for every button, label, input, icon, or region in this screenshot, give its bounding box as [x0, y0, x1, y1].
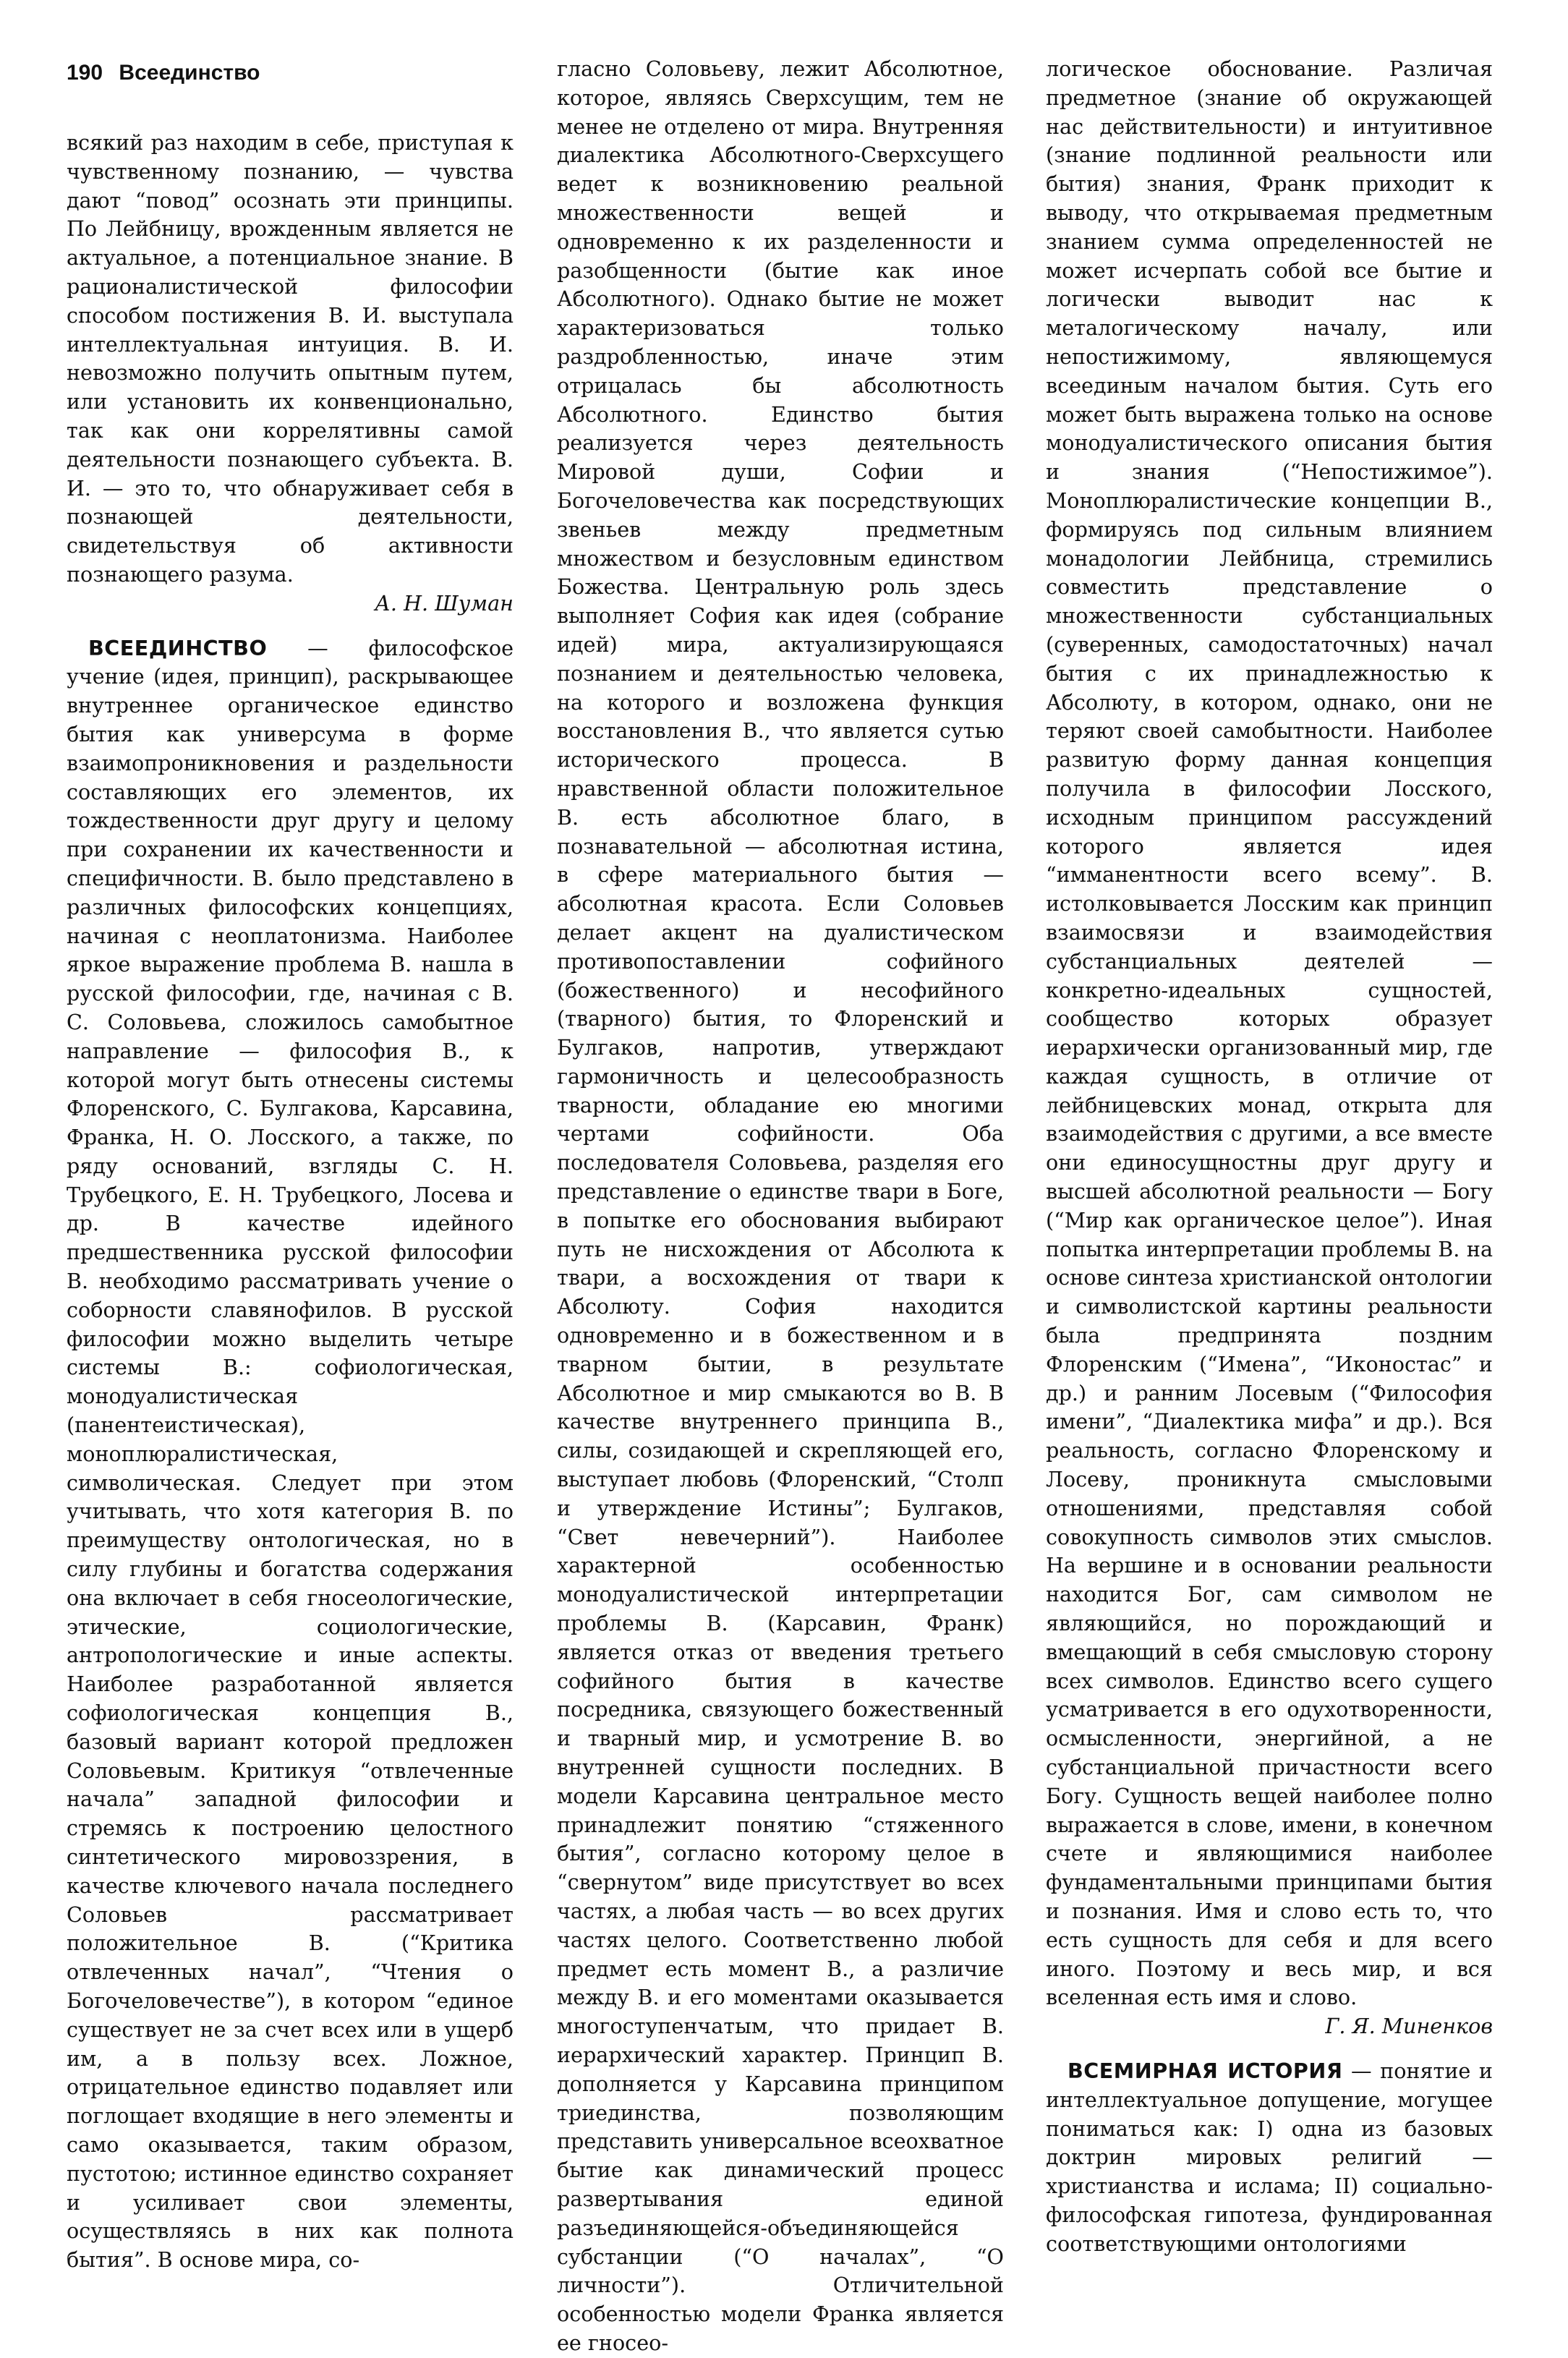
- column-1: [67, 129, 514, 2273]
- entry-text: — понятие и интеллектуальное допущение, могущее пониматься как: I) одна из базовых доктрин мировых религий — христианства и ислама; II) социально-философская гипотеза, фундированная соответствующими онтологиями: [1046, 2058, 1493, 2256]
- author-signature: А. Н. Шуман: [375, 590, 514, 616]
- entry-term: ВСЕЕДИНСТВО: [88, 635, 268, 660]
- entry-term: ВСЕМИРНАЯ ИСТОРИЯ: [1068, 2058, 1343, 2083]
- page-header: [67, 61, 260, 85]
- paragraph: гласно Соловьеву, лежит Абсолютное, которое, являясь Сверхсущим, тем не менее не отделено от мира. Внутренняя диалектика Абсолютного-Сверхсущего ведет к возникновению реальной множественности вещей и одновременно к их разделенности и разобщенности (бытие как иное Абсолютного). Однако бытие не может характеризоваться только раздробленностью, иначе этим отрицалась бы абсолютность Абсолютного. Единство бытия реализуется через деятельность Мировой души, Софии и Богочеловечества как посредствующих звеньев между предметным множеством и безусловным единством Божества. Центральную роль здесь выполняет София как идея (собрание идей) мира, актуализирующаяся познанием и деятельностью человека, на которого и возложена функция восстановления В., что является сутью исторического процесса. В нравственной области положительное В. есть абсолютное благо, в познавательной — абсолютная истина, в сфере материального бытия — абсолютная красота. Если Соловьев делает акцент на дуалистическом противопоставлении софийного (божественного) и несофийного (тварного) бытия, то Флоренский и Булгаков, напротив, утверждают гармоничность и целесообразность тварности, обладание ею многими чертами софийности. Оба последователя Соловьева, разделяя его представление о единстве твари в Боге, в попытке его обоснования выбирают путь не нисхождения от Абсолюта к твари, а восхождения от твари к Абсолюту. София находится одновременно и в божественном и в тварном бытии, в результате Абсолютное и мир смыкаются во В. В качестве внутреннего принципа В., силы, созидающей и скрепляющей его, выступает любовь (Флоренский, “Столп и утверждение Истины”; Булгаков, “Свет невечерний”). Наиболее характерной особенностью монодуалистической интерпретации проблемы В. (Карсавин, Франк) является отказ от введения третьего софийного бытия в качестве посредника, связующего божественный и тварный мир, и усмотрение В. во внутренней сущности последних. В модели Карсавина центральное место принадлежит понятию “стяженного бытия”, согласно которому целое в “свернутом” виде присутствует во всех частях, а любая часть — во всех других частях целого. Соответственно любой предмет есть момент В., а различие между В. и его моментами оказывается многоступенчатым, что придает В. иерархический характер. Принцип В. дополняется у Карсавина принципом триединства, позволяющим представить универсальное всеохватное бытие как динамический процесс развертывания единой разъединяющейся-объединяющейся субстанции (“О началах”, “О личности”). Отличительной особенностью модели Франка является ее гносео-: [557, 56, 1004, 2355]
- page-number: 190: [67, 61, 103, 85]
- paragraph: всякий раз находим в себе, приступая к чувственному познанию, — чувства дают “повод” осознать эти принципы. По Лейбницу, врожденным является не актуальное, а потенциальное знание. В рационалистической философии способом постижения В. И. выступала интеллектуальная интуиция. В. И. невозможно получить опытным путем, или установить их конвенционально, так как они коррелятивны самой деятельности познающего субъекта. В. И. — это то, что обнаруживает себя в познающей деятельности, свидетельствуя об активности познающего разума.: [67, 130, 514, 587]
- entry-text: — философское учение (идея, принцип), раскрывающее внутреннее органическое единство бытия как универсума в форме взаимопроникновения и раздельности составляющих его элементов, их тождественности друг другу и целому при сохранении их качественности и специфичности. В. было представлено в различных философских концепциях, начиная с неоплатонизма. Наиболее яркое выражение проблема В. нашла в русской философии, где, начиная с В. С. Соловьева, сложилось самобытное направление — философия В., к которой могут быть отнесены системы Флоренского, С. Булгакова, Карсавина, Франка, Н. О. Лосского, а также, по ряду оснований, взгляды С. Н. Трубецкого, Е. Н. Трубецкого, Лосева и др. В качестве идейного предшественника русской философии В. необходимо рассматривать учение о соборности славянофилов. В русской философии можно выделить четыре системы В.: софиологическая, монодуалистическая (панентеистическая), моноплюралистическая, символическая. Следует при этом учитывать, что хотя категория В. по преимуществу онтологическая, но в силу глубины и богатства содержания она включает в себя гносеологические, этические, социологические, антропологические и иные аспекты. Наиболее разработанной является софиологическая концепция В., базовый вариант которой предложен Соловьевым. Критикуя “отвлеченные начала” западной философии и стремясь к построению целостного синтетического мировоззрения, в качестве ключевого начала последнего Соловьев рассматривает положительное В. (“Критика отвлеченных начал”, “Чтения о Богочеловечестве”), в котором “единое существует не за счет всех или в ущерб им, а в пользу всех. Ложное, отрицательное единство подавляет или поглощает входящие в него элементы и само оказывается, таким образом, пустотою; истинное единство сохраняет и усиливает свои элементы, осуществляясь в них как полнота бытия”. В основе мира, со-: [67, 635, 514, 2273]
- paragraph: логическое обоснование. Различая предметное (знание об окружающей нас действительности) и интуитивное (знание подлинной реальности или бытия) знания, Франк приходит к выводу, что открываемая предметным знанием сумма определенностей не может исчерпать собой все бытие и логически выводит нас к металогическому началу, или непостижимому, являющемуся всеединым началом бытия. Суть его может быть выражена только на основе монодуалистического описания бытия и знания (“Непостижимое”). Моноплюралистические концепции В., формируясь под сильным влиянием монадологии Лейбница, стремились совместить представление о множественности субстанциальных (суверенных, самодостаточных) начал бытия с их принадлежностью к Абсолюту, в котором, однако, они не теряют своей самобытности. Наиболее развитую форму данная концепция получила в философии Лосского, исходным принципом рассуждений которого является идея “имманентности всего всему”. В. истолковывается Лосским как принцип взаимосвязи и взаимодействия субстанциальных деятелей — конкретно-идеальных сущностей, сообщество которых образует иерархически организованный мир, где каждая сущность, в отличие от лейбницевских монад, открыта для взаимодействия с другими, а все вместе они единосущностны друг другу и высшей абсолютной реальности — Богу (“Мир как органическое целое”). Иная попытка интерпретации проблемы В. на основе синтеза христианской онтологии и символистской картины реальности была предпринята поздним Флоренским (“Имена”, “Иконостас” и др.) и ранним Лосевым (“Философия имени”, “Диалектика мифа” и др.). Вся реальность, согласно Флоренскому и Лосеву, проникнута смысловыми отношениями, представляя собой совокупность символов этих смыслов. На вершине и в основании реальности находится Бог, сам символом не являющийся, но порождающий и вмещающий в себя смысловую сторону всех символов. Единство всего сущего усматривается в его одухотворенности, осмысленности, энергийной, а не субстанциальной причастности всего Богу. Сущность вещей наиболее полно выражается в слове, имени, в конечном счете и являющимися наиболее фундаментальными принципами бытия и познания. Имя и слово есть то, что есть сущность для себя и для всего иного. Поэтому и весь мир, и вся вселенная есть имя и слово.: [1046, 56, 1493, 2010]
- dictionary-entry: [1046, 2057, 1493, 2259]
- running-title: Всеединство: [119, 61, 260, 85]
- column-2: [557, 55, 1004, 2355]
- author-signature: Г. Я. Миненков: [1325, 2014, 1493, 2039]
- dictionary-entry: [67, 634, 514, 2275]
- column-3: [1046, 55, 1493, 2256]
